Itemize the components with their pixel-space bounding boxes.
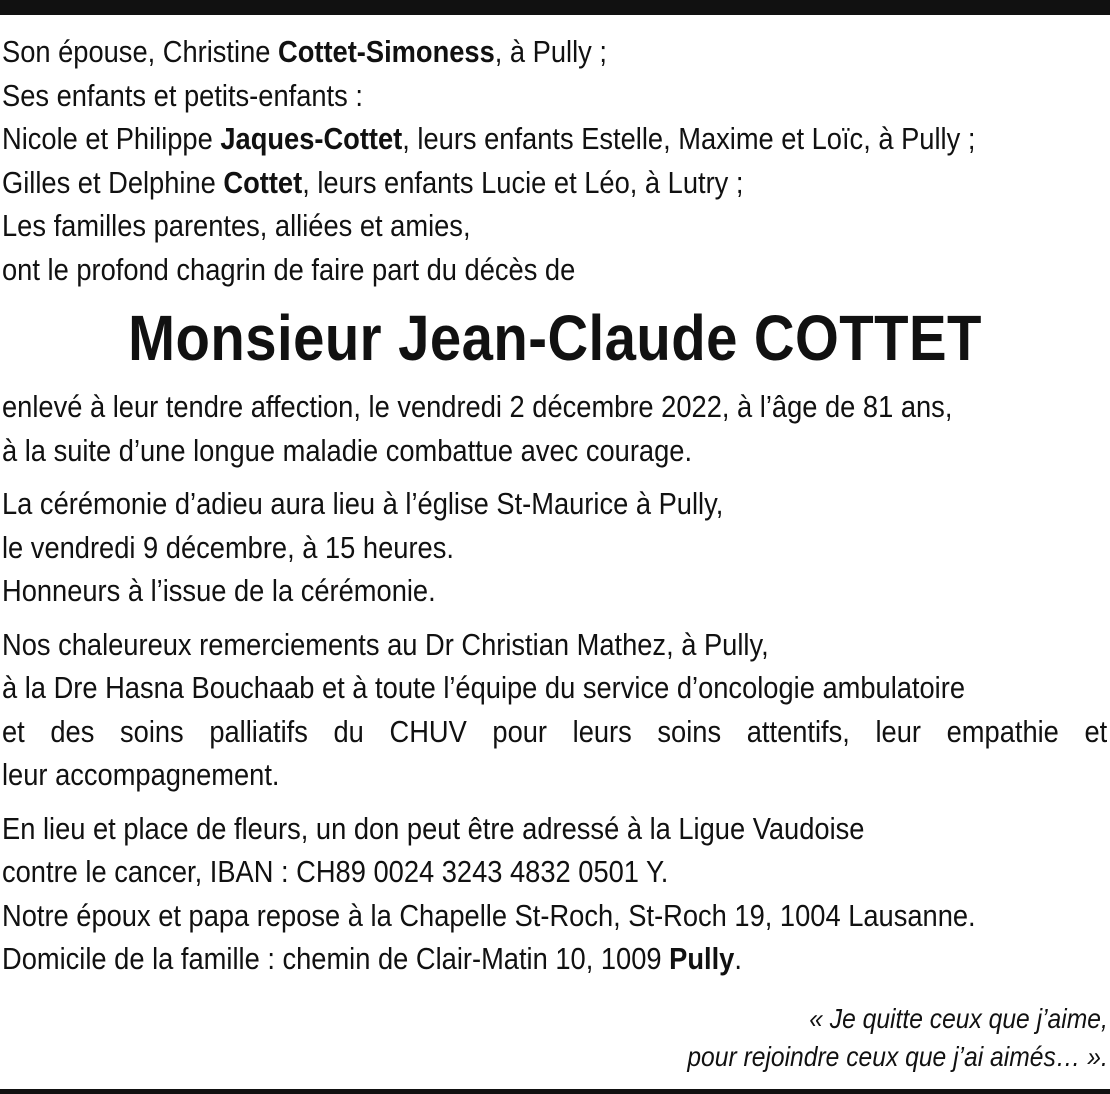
family-address-line: Domicile de la famille : chemin de Clair-Matin 10, 1009 Pully. xyxy=(2,941,742,976)
thanks-line-4: leur accompagnement. xyxy=(2,757,280,792)
ceremony-line-1: La cérémonie d’adieu aura lieu à l’église St-Maurice à Pully, xyxy=(2,486,724,521)
spouse-line: Son épouse, Christine Cottet-Simoness, à Pully ; xyxy=(2,34,607,69)
death-line-2: à la suite d’une longue maladie combattue avec courage. xyxy=(2,432,693,468)
obituary-notice xyxy=(2,30,1108,981)
thanks-line-3: et des soins palliatifs du CHUV pour leurs soins attentifs, leur empathie et xyxy=(2,713,1108,749)
resting-place-line: Notre époux et papa repose à la Chapelle St-Roch, St-Roch 19, 1004 Lausanne. xyxy=(2,897,976,933)
donation-line-2: contre le cancer, IBAN : CH89 0024 3243 4832 0501 Y. xyxy=(2,854,669,889)
ceremony-line-3: Honneurs à l’issue de la cérémonie. xyxy=(2,573,436,608)
death-line-1: enlevé à leur tendre affection, le vendredi 2 décembre 2022, à l’âge de 81 ans, xyxy=(2,389,953,424)
children-intro: Ses enfants et petits-enfants : xyxy=(2,77,363,113)
quote-line-2: pour rejoindre ceux que j’ai aimés… ». xyxy=(687,1041,1108,1072)
thanks-line-1: Nos chaleureux remerciements au Dr Christian Mathez, à Pully, xyxy=(2,626,769,662)
announce-line: ont le profond chagrin de faire part du décès de xyxy=(2,251,576,287)
address-city: Pully xyxy=(669,941,735,976)
donation-line-1: En lieu et place de fleurs, un don peut être adressé à la Ligue Vaudoise xyxy=(2,810,865,846)
spouse-name: Cottet-Simoness xyxy=(278,34,495,69)
deceased-name: Monsieur Jean-Claude COTTET xyxy=(128,302,982,374)
child1-name: Jaques-Cottet xyxy=(220,121,403,156)
closing-quote xyxy=(630,1000,1108,1076)
top-rule xyxy=(0,0,1110,15)
bottom-rule xyxy=(0,1089,1110,1094)
thanks-line-2: à la Dre Hasna Bouchaab et à toute l’équipe du service d’oncologie ambulatoire xyxy=(2,670,965,705)
child2-name: Cottet xyxy=(223,164,303,200)
child1-line: Nicole et Philippe Jaques-Cottet, leurs enfants Estelle, Maxime et Loïc, à Pully ; xyxy=(2,121,976,156)
families-line: Les familles parentes, alliées et amies, xyxy=(2,208,471,243)
quote-line-1: « Je quitte ceux que j’aime, xyxy=(809,1003,1108,1034)
child2-line: Gilles et Delphine Cottet, leurs enfants Lucie et Léo, à Lutry ; xyxy=(2,164,744,200)
ceremony-line-2: le vendredi 9 décembre, à 15 heures. xyxy=(2,529,454,565)
